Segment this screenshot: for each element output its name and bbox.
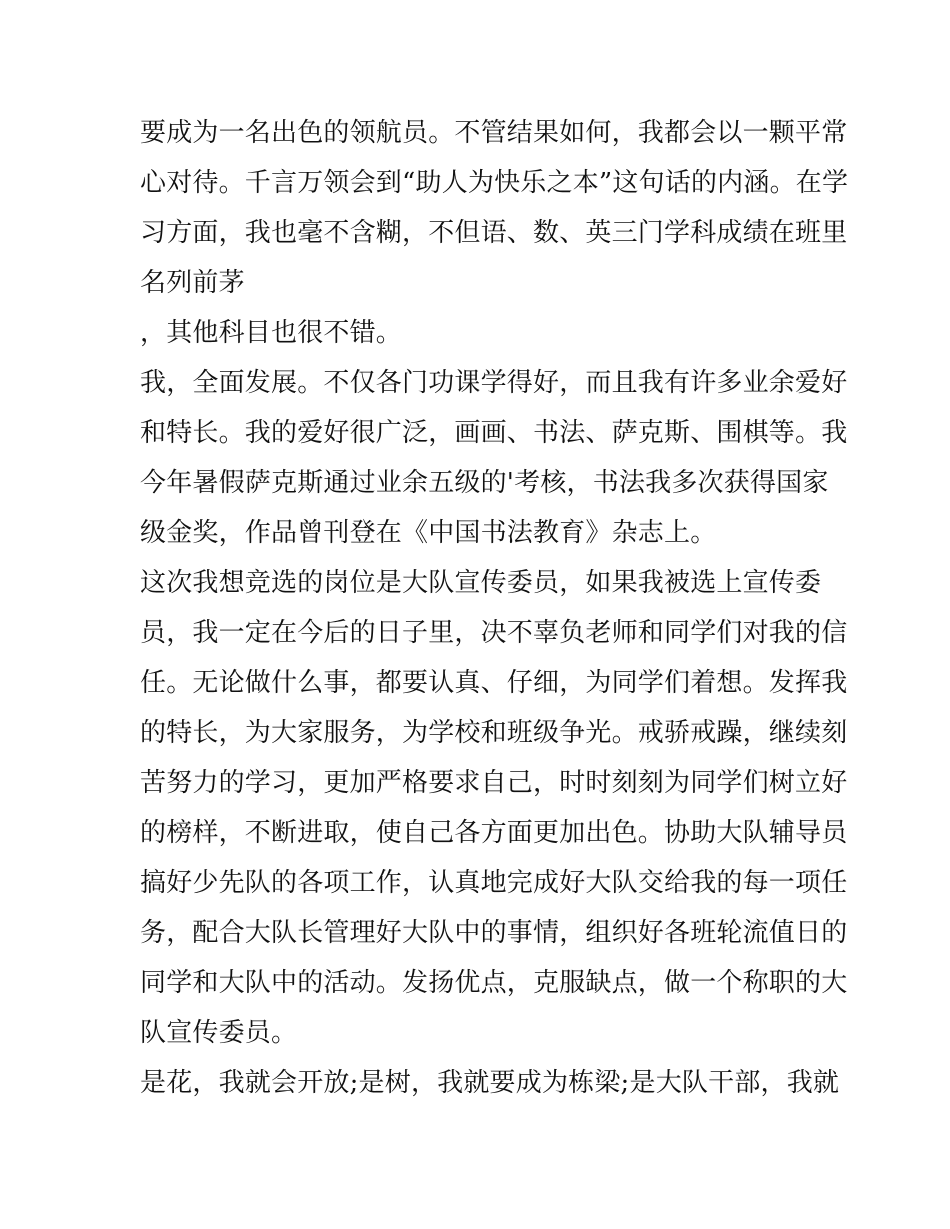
text-line: 习方面，我也毫不含糊，不但语、数、英三门学科成绩在班里	[140, 218, 848, 248]
text-line: 务，配合大队长管理好大队中的事情，组织好各班轮流值日的	[140, 918, 848, 948]
text-line: 任。无论做什么事，都要认真、仔细，为同学们着想。发挥我	[140, 668, 848, 698]
text-line: 员，我一定在今后的日子里，决不辜负老师和同学们对我的信	[140, 618, 848, 648]
text-line: 同学和大队中的活动。发扬优点，克服缺点，做一个称职的大	[140, 968, 848, 998]
document-body	[140, 108, 849, 1108]
text-line: 的榜样，不断进取，使自己各方面更加出色。协助大队辅导员	[140, 818, 848, 848]
text-line: 我，全面发展。不仅各门功课学得好，而且我有许多业余爱好	[140, 368, 848, 398]
text-line: 队宣传委员。	[140, 1018, 298, 1048]
text-line: 今年暑假萨克斯通过业余五级的'考核，书法我多次获得国家	[140, 468, 829, 498]
text-line: 是花，我就会开放;是树，我就要成为栋梁;是大队干部，我就	[140, 1068, 840, 1098]
text-line: 的特长，为大家服务，为学校和班级争光。戒骄戒躁，继续刻	[140, 718, 848, 748]
text-line: 名列前茅	[140, 268, 245, 298]
text-line: 和特长。我的爱好很广泛，画画、书法、萨克斯、围棋等。我	[140, 418, 848, 448]
text-line: ，其他科目也很不错。	[140, 318, 403, 348]
text-line: 要成为一名出色的领航员。不管结果如何，我都会以一颗平常	[140, 118, 848, 148]
text-line: 这次我想竞选的岗位是大队宣传委员，如果我被选上宣传委	[140, 568, 822, 598]
text-line: 搞好少先队的各项工作，认真地完成好大队交给我的每一项任	[140, 868, 848, 898]
text-line: 级金奖，作品曾刊登在《中国书法教育》杂志上。	[140, 518, 717, 548]
text-line: 苦努力的学习，更加严格要求自己，时时刻刻为同学们树立好	[140, 768, 848, 798]
text-line: 心对待。千言万领会到“助人为快乐之本”这句话的内涵。在学	[140, 168, 849, 198]
